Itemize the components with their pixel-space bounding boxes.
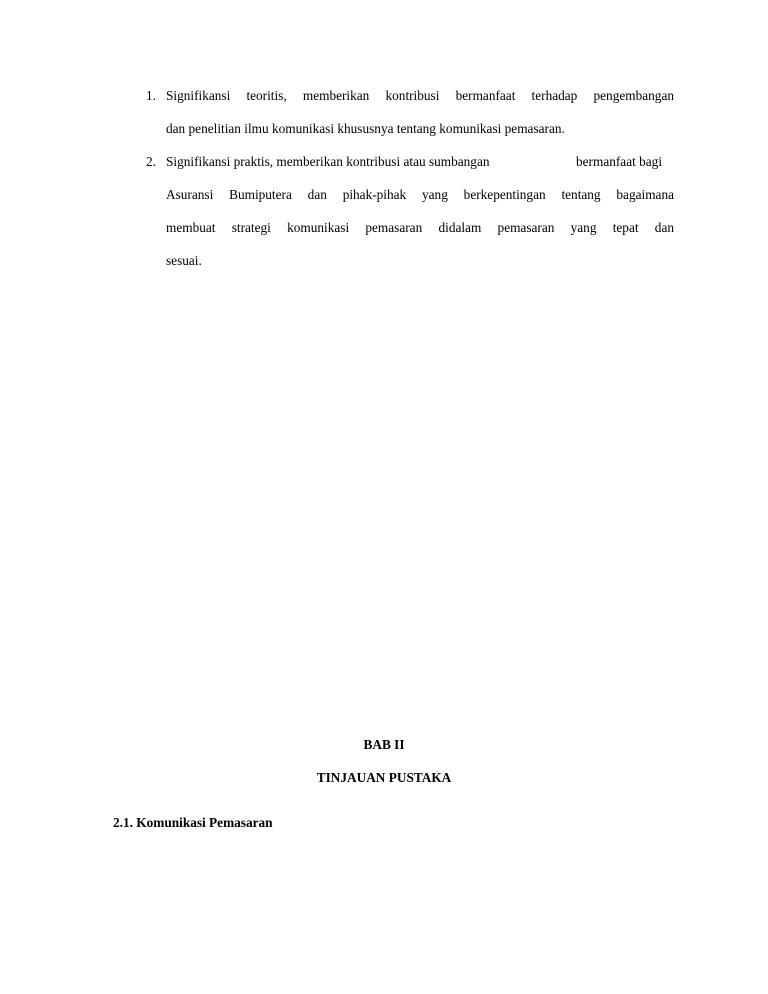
list-text-line: Asuransi Bumiputera dan pihak-pihak yang berkepentingan tentang bagaimana xyxy=(166,187,674,202)
list-text-line: sesuai. xyxy=(166,253,202,268)
list-text-line: Signifikansi praktis, memberikan kontribusi atau sumbangan xyxy=(166,154,490,169)
section-heading: 2.1. Komunikasi Pemasaran xyxy=(113,815,273,830)
list-text-line: Signifikansi teoritis, memberikan kontribusi bermanfaat terhadap pengembangan xyxy=(166,88,674,103)
list-text-line: bermanfaat bagi xyxy=(576,154,663,169)
list-number: 1. xyxy=(146,88,156,103)
list-number: 2. xyxy=(146,154,156,169)
list-text-line: dan penelitian ilmu komunikasi khususnya tentang komunikasi pemasaran. xyxy=(166,121,565,136)
chapter-label: BAB II xyxy=(363,737,405,752)
chapter-title: TINJAUAN PUSTAKA xyxy=(316,770,452,785)
list-text-line: membuat strategi komunikasi pemasaran didalam pemasaran yang tepat dan xyxy=(166,220,674,235)
